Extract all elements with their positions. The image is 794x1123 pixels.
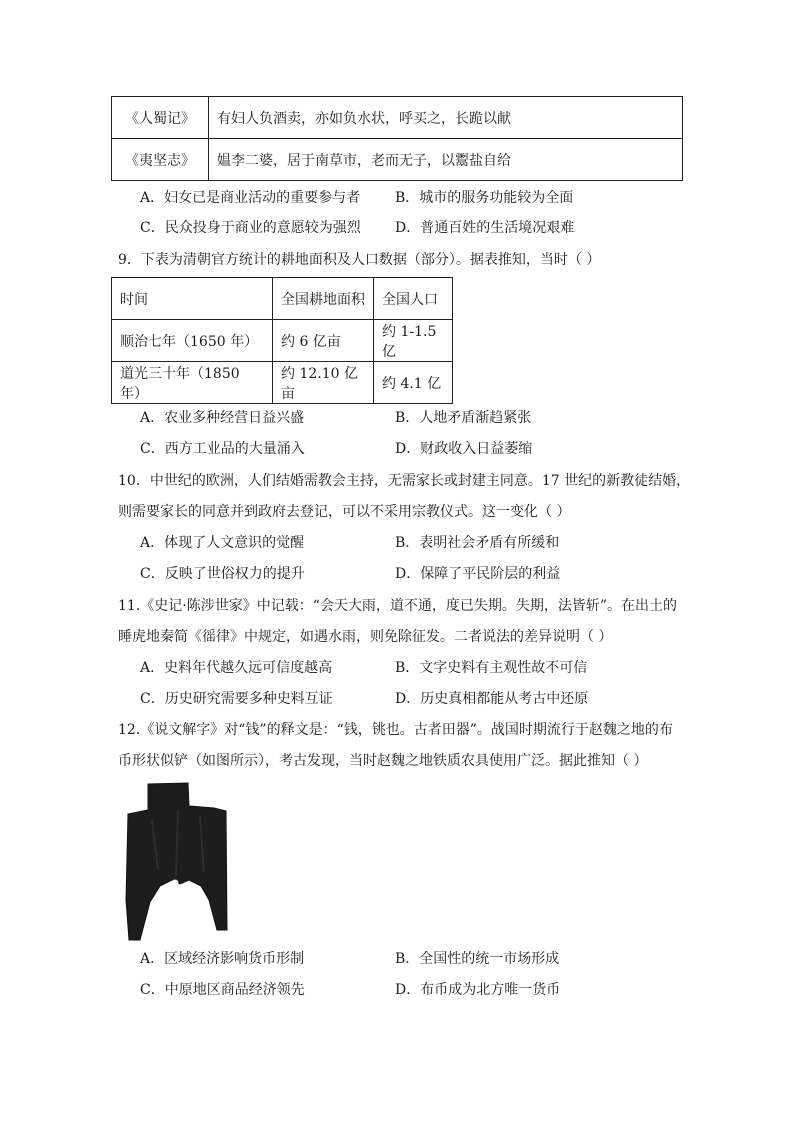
q9-option-d[interactable]: D．财政收入日益萎缩 bbox=[395, 441, 533, 457]
q11-option-b[interactable]: B．文字史料有主观性故不可信 bbox=[395, 660, 588, 676]
header-cell: 时间 bbox=[112, 278, 273, 320]
table-cell: 约 12.10 亿亩 bbox=[273, 362, 374, 404]
header-cell: 全国耕地面积 bbox=[273, 278, 374, 320]
q9-option-c[interactable]: C．西方工业品的大量涌入 bbox=[140, 441, 305, 457]
q12-stem-line1: 12.《说文解字》对“钱”的释文是：“钱，铫也。古者田器”。战国时期流行于赵魏之地的布 bbox=[118, 722, 673, 738]
q8-option-a[interactable]: A．妇女已是商业活动的重要参与者 bbox=[140, 190, 361, 206]
q11-stem-line2: 睡虎地秦简《徭律》中规定，如遇水雨，则免除征发。二者说法的差异说明（ ） bbox=[118, 629, 613, 645]
table-cell: 约 4.1 亿 bbox=[374, 362, 453, 404]
q11-option-a[interactable]: A．史料年代越久远可信度越高 bbox=[140, 660, 333, 676]
table-row bbox=[112, 278, 453, 320]
source-cell: 《夷坚志》 bbox=[112, 139, 209, 181]
q12-stem-line2: 币形状似铲（如图所示），考古发现，当时赵魏之地铁质农具使用广泛。据此推知（ ） bbox=[118, 753, 648, 769]
q9-stem: 9．下表为清朝官方统计的耕地面积及人口数据（部分）。据表推知，当时（ ） bbox=[118, 252, 601, 268]
q8-option-c[interactable]: C．民众投身于商业的意愿较为强烈 bbox=[140, 220, 361, 236]
q12-option-b[interactable]: B．全国性的统一市场形成 bbox=[395, 951, 560, 967]
table-row bbox=[112, 362, 453, 404]
q10-option-d[interactable]: D．保障了平民阶层的利益 bbox=[395, 566, 561, 582]
q8-source-table bbox=[111, 96, 683, 181]
q9-option-b[interactable]: B．人地矛盾渐趋紧张 bbox=[395, 410, 532, 426]
table-cell: 顺治七年（1650 年） bbox=[112, 320, 273, 362]
text-cell: 媪李二婆，居于南草市，老而无子，以鬻盐自给 bbox=[209, 139, 683, 181]
table-cell: 约 6 亿亩 bbox=[273, 320, 374, 362]
q11-option-c[interactable]: C．历史研究需要多种史料互证 bbox=[140, 691, 333, 707]
table-cell: 道光三十年（1850 年） bbox=[112, 362, 273, 404]
q11-option-d[interactable]: D．历史真相都能从考古中还原 bbox=[395, 691, 589, 707]
table-row bbox=[112, 139, 683, 181]
q8-option-b[interactable]: B．城市的服务功能较为全面 bbox=[395, 190, 574, 206]
q10-stem-line2: 则需要家长的同意并到政府去登记，可以不采用宗教仪式。这一变化（ ） bbox=[118, 504, 571, 520]
spade-money-image bbox=[122, 780, 230, 942]
q12-option-d[interactable]: D．布币成为北方唯一货币 bbox=[395, 982, 561, 998]
q9-data-table bbox=[111, 277, 453, 404]
coin-hole bbox=[172, 880, 179, 887]
q12-option-a[interactable]: A．区域经济影响货币形制 bbox=[140, 951, 305, 967]
table-row bbox=[112, 97, 683, 139]
source-cell: 《人蜀记》 bbox=[112, 97, 209, 139]
q9-option-a[interactable]: A．农业多种经营日益兴盛 bbox=[140, 410, 305, 426]
q11-stem-line1: 11.《史记·陈涉世家》中记载：“会天大雨，道不通，度已失期。失期，法皆斩”。在出土的 bbox=[118, 598, 678, 614]
table-row bbox=[112, 320, 453, 362]
q10-stem-line1: 10．中世纪的欧洲，人们结婚需教会主持，无需家长或封建主同意。17 世纪的新教徒结婚， bbox=[118, 473, 691, 489]
table-cell: 约 1-1.5 亿 bbox=[374, 320, 453, 362]
q8-option-d[interactable]: D．普通百姓的生活境况艰难 bbox=[395, 220, 575, 236]
header-cell: 全国人口 bbox=[374, 278, 453, 320]
q10-option-c[interactable]: C．反映了世俗权力的提升 bbox=[140, 566, 305, 582]
text-cell: 有妇人负酒卖，亦如负水状，呼买之，长跪以献 bbox=[209, 97, 683, 139]
q12-option-c[interactable]: C．中原地区商品经济领先 bbox=[140, 982, 305, 998]
q10-option-a[interactable]: A．体现了人文意识的觉醒 bbox=[140, 535, 305, 551]
q10-option-b[interactable]: B．表明社会矛盾有所缓和 bbox=[395, 535, 560, 551]
